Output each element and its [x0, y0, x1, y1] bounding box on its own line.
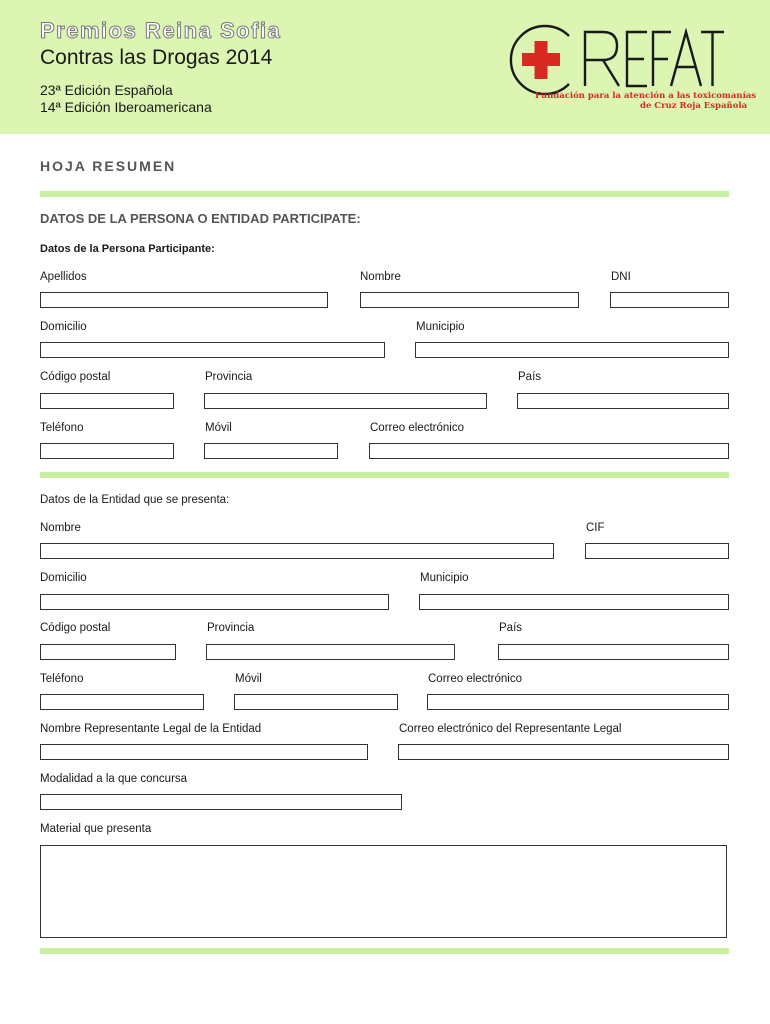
entity-cif-field[interactable]	[585, 543, 729, 559]
person-nombre-field[interactable]	[360, 292, 579, 308]
person-municipio-field[interactable]	[415, 342, 729, 358]
person-telefono-field[interactable]	[40, 443, 174, 459]
label-entity-domicilio: Domicilio	[40, 572, 87, 584]
person-dni-field[interactable]	[610, 292, 729, 308]
modalidad-field[interactable]	[40, 794, 402, 810]
person-domicilio-field[interactable]	[40, 342, 385, 358]
entity-movil-field[interactable]	[234, 694, 398, 710]
divider-bar	[40, 472, 729, 478]
entity-domicilio-field[interactable]	[40, 594, 389, 610]
person-provincia-field[interactable]	[204, 393, 487, 409]
entity-heading: Datos de la Entidad que se presenta:	[40, 494, 230, 506]
entity-codigo-postal-field[interactable]	[40, 644, 176, 660]
label-provincia: Provincia	[205, 371, 253, 383]
label-cif: CIF	[586, 522, 605, 534]
label-entity-municipio: Municipio	[420, 572, 469, 584]
entity-pais-field[interactable]	[498, 644, 729, 660]
entity-correo-field[interactable]	[427, 694, 729, 710]
person-apellidos-field[interactable]	[40, 292, 328, 308]
label-representante: Nombre Representante Legal de la Entidad	[40, 723, 262, 735]
person-pais-field[interactable]	[517, 393, 729, 409]
label-entity-movil: Móvil	[235, 673, 262, 685]
label-pais: País	[518, 371, 542, 383]
label-entity-correo: Correo electrónico	[428, 673, 522, 685]
label-entity-pais: País	[499, 622, 523, 634]
label-correo: Correo electrónico	[370, 422, 464, 434]
form-heading: HOJA RESUMEN	[40, 158, 177, 174]
label-entity-nombre: Nombre	[40, 522, 81, 534]
material-textarea[interactable]	[40, 845, 727, 938]
label-municipio: Municipio	[416, 321, 465, 333]
person-heading: Datos de la Persona Participante:	[40, 243, 215, 255]
label-entity-telefono: Teléfono	[40, 673, 84, 685]
person-movil-field[interactable]	[204, 443, 338, 459]
label-domicilio: Domicilio	[40, 321, 87, 333]
label-entity-codigo-postal: Código postal	[40, 622, 111, 634]
award-subtitle: Contras las Drogas 2014	[40, 46, 273, 69]
label-correo-representante: Correo electrónico del Representante Legal	[399, 723, 622, 735]
label-telefono: Teléfono	[40, 422, 84, 434]
divider-bar	[40, 191, 729, 197]
logo-tagline-2: de Cruz Roja Española	[640, 101, 748, 111]
entity-provincia-field[interactable]	[206, 644, 455, 660]
label-nombre: Nombre	[360, 271, 401, 283]
label-codigo-postal: Código postal	[40, 371, 111, 383]
edition-spanish: 23ª Edición Española	[40, 82, 173, 98]
label-apellidos: Apellidos	[40, 271, 87, 283]
person-codigo-postal-field[interactable]	[40, 393, 174, 409]
logo-tagline-1: Fundación para la atención a las toxicomanías	[535, 91, 757, 101]
label-modalidad: Modalidad a la que concursa	[40, 773, 188, 785]
section-title: DATOS DE LA PERSONA O ENTIDAD PARTICIPATE:	[40, 211, 361, 226]
correo-representante-field[interactable]	[398, 744, 729, 760]
label-dni: DNI	[611, 271, 631, 283]
edition-iberoamerican: 14ª Edición Iberoamericana	[40, 99, 212, 115]
entity-municipio-field[interactable]	[419, 594, 729, 610]
label-material: Material que presenta	[40, 823, 152, 835]
representante-field[interactable]	[40, 744, 368, 760]
person-correo-field[interactable]	[369, 443, 729, 459]
entity-nombre-field[interactable]	[40, 543, 554, 559]
label-entity-provincia: Provincia	[207, 622, 255, 634]
entity-telefono-field[interactable]	[40, 694, 204, 710]
divider-bar	[40, 948, 729, 954]
label-movil: Móvil	[205, 422, 232, 434]
award-title: Premios Reina Sofia	[40, 18, 282, 43]
page-header	[0, 0, 770, 134]
